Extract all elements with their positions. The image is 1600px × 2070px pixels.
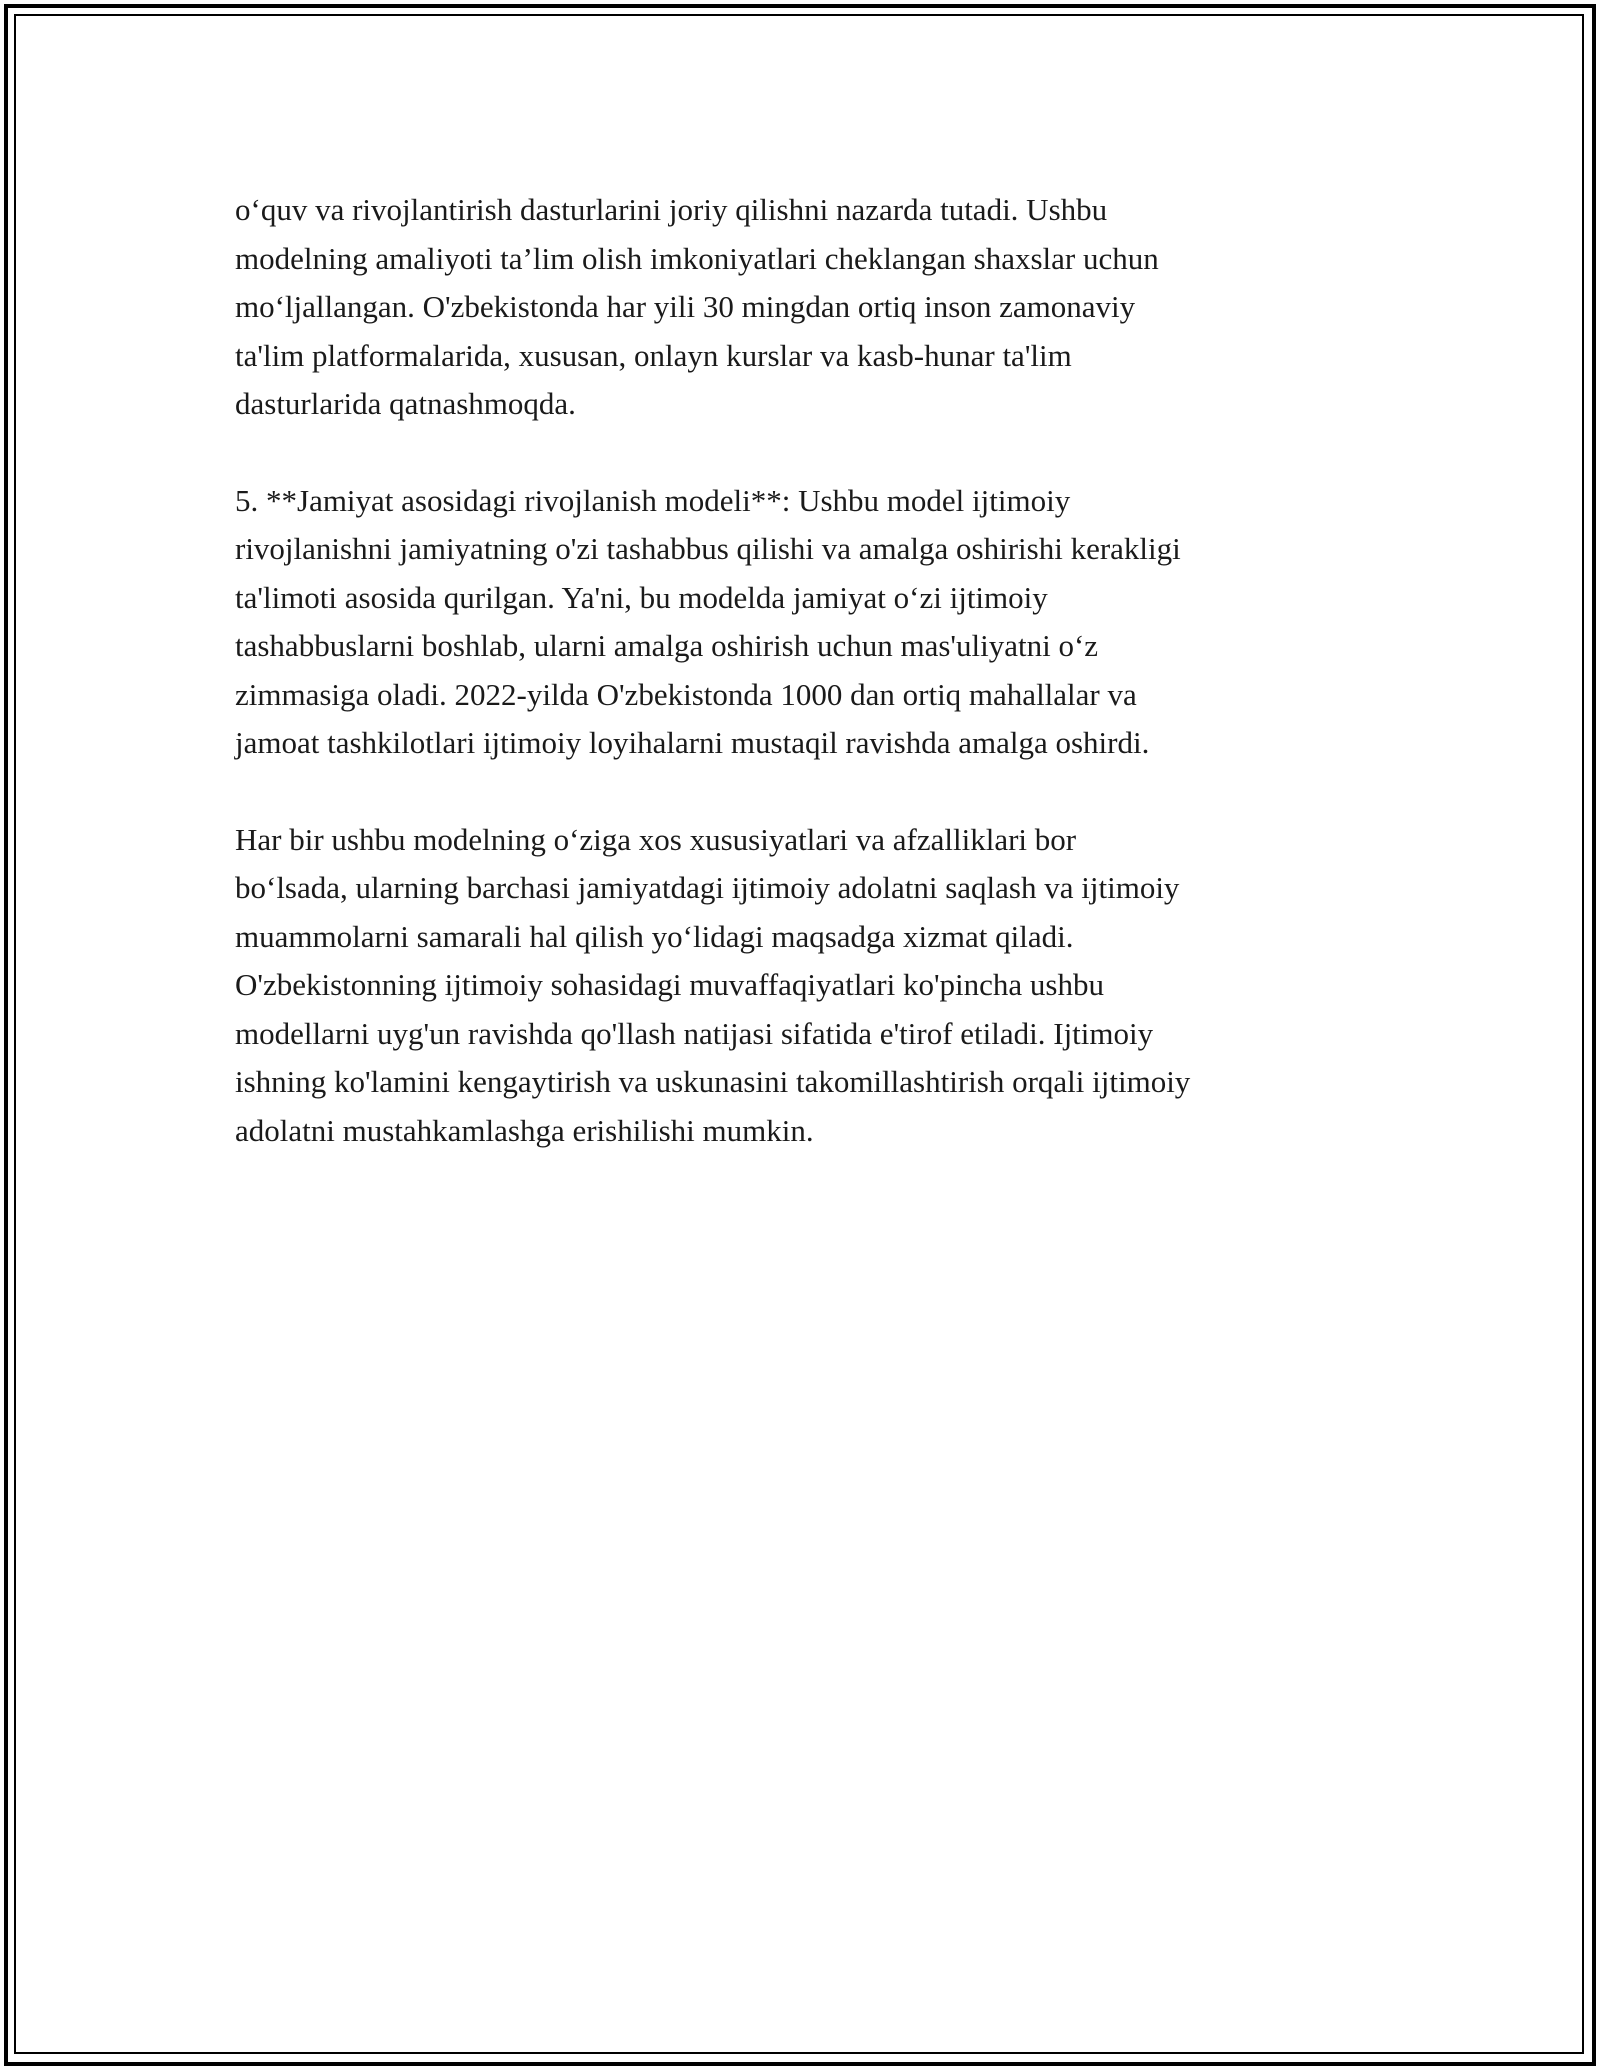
paragraph-community-model: 5. **Jamiyat asosidagi rivojlanish modeli**: Ushbu model ijtimoiy rivojlanishni jamiyatning o'zi tashabbus qilishi va amalga oshirishi kerakligi ta'limoti asosida qurilgan. Ya'ni, bu modelda jamiyat o‘zi ijtimoiy tashabbuslarni boshlab, ularni amalga oshirish uchun mas'uliyatni o‘z zimmasiga oladi. 2022-yilda O'zbekistonda 1000 dan ortiq mahallalar va jamoat tashkilotlari ijtimoiy loyihalarni mustaqil ravishda amalga oshirdi. — [235, 482, 1181, 760]
document-body — [235, 186, 1385, 1203]
paragraph-conclusion: Har bir ushbu modelning o‘ziga xos xususiyatlari va afzalliklari bor bo‘lsada, ularning barchasi jamiyatdagi ijtimoiy adolatni saqlash va ijtimoiy muammolarni samarali hal qilish yo‘lidagi maqsadga xizmat qiladi. O'zbekistonning ijtimoiy sohasidagi muvaffaqiyatlari ko'pincha ushbu modellarni uyg'un ravishda qo'llash natijasi sifatida e'tirof etiladi. Ijtimoiy ishning ko'lamini kengaytirish va uskunasini takomillashtirish orqali ijtimoiy adolatni mustahkamlashga erishilishi mumkin. — [235, 821, 1191, 1148]
paragraph-intro-continuation: o‘quv va rivojlantirish dasturlarini joriy qilishni nazarda tutadi. Ushbu modelning amaliyoti ta’lim olish imkoniyatlari cheklangan shaxslar uchun mo‘ljallangan. O'zbekistonda har yili 30 mingdan ortiq inson zamonaviy ta'lim platformalarida, xususan, onlayn kurslar va kasb-hunar ta'lim dasturlarida qatnashmoqda. — [235, 192, 1159, 421]
